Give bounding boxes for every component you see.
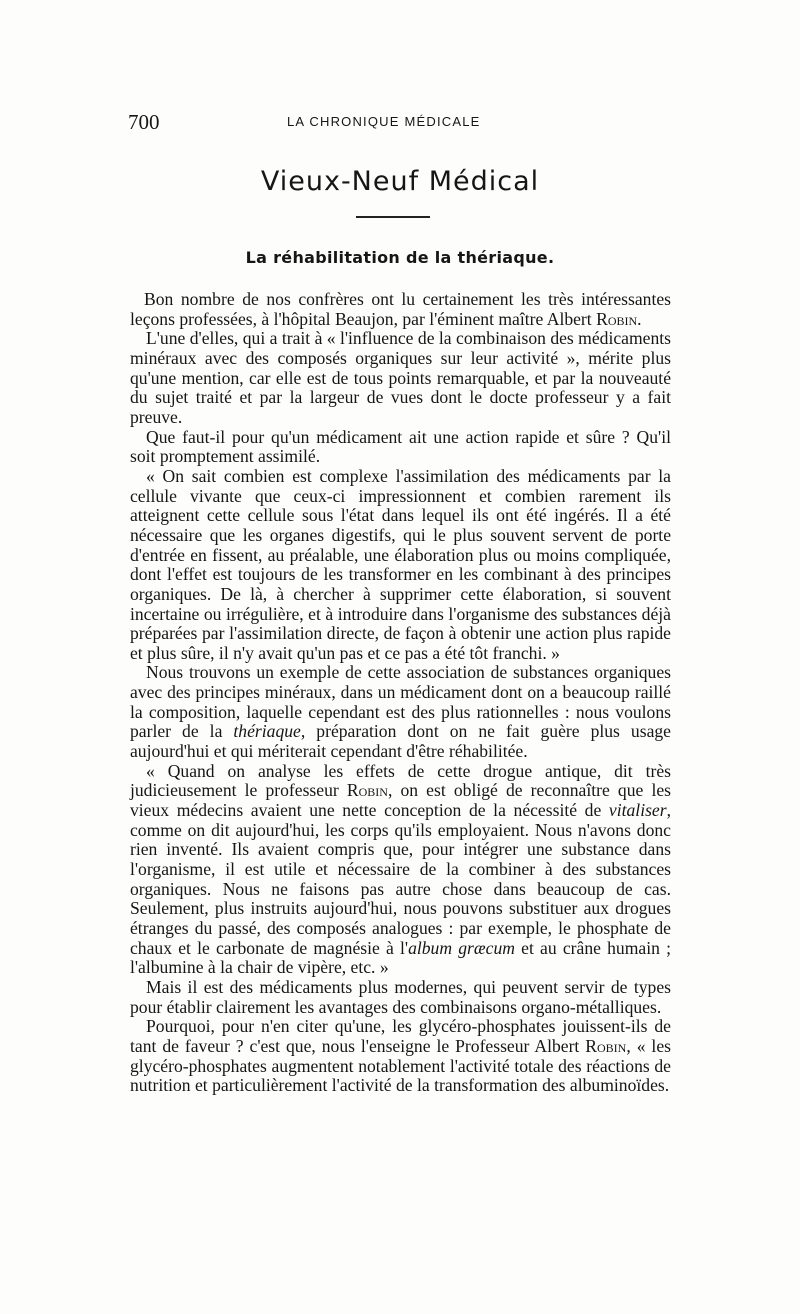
paragraph-text: « Quand on analyse les effets de cette drogue antique, dit très judicieusement le professeur	[130, 760, 671, 801]
italic-term: vitaliser	[608, 800, 667, 821]
author-name: Robin	[596, 308, 638, 329]
paragraph-text: , comme on dit aujourd'hui, les corps qu'ils employaient. Nous n'avons donc rien inventé. Ils avaient compris que, pour intégrer une substance dans l'organisme, il est utile et nécessaire de la combiner à des substances organiques. Nous ne faisons pas autre chose dans beaucoup de cas. Seulement, plus instruits aujourd'hui, nous pouvons substituer aux drogues étranges du passé, des composés analogues : par exemple, le phosphate de chaux et le carbonate de magnésie à l'	[130, 800, 671, 958]
paragraph-text: , préparation dont on ne fait guère plus usage aujourd'hui et qui mériterait cependant d'être réhabilitée.	[130, 721, 671, 762]
paragraph-3: Que faut-il pour qu'un médicament ait une action rapide et sûre ? Qu'il soit promptement assimilé.	[130, 426, 671, 467]
page-header	[0, 108, 800, 138]
paragraph-4: « On sait combien est complexe l'assimilation des médicaments par la cellule vivante que ceux-ci impressionnent et combien rarement ils atteignent cette cellule sous l'état dans lequel ils ont été ingérés. Il a été nécessaire que les organes digestifs, qui le plus souvent servent de porte d'entrée en fissent, au préalable, une élaboration plus ou moins compliquée, dont l'effet est toujours de les transformer en les combinant à des principes organiques. De là, à chercher à supprimer cette élaboration, si souvent incertaine ou irrégulière, et à introduire dans l'organisme des substances déjà préparées par l'assimilation directe, de façon à obtenir une action plus rapide et plus sûre, il n'y avait qu'un pas et ce pas a été tôt franchi. »	[130, 465, 671, 663]
paragraph-text: et au crâne humain ; l'albumine à la chair de vipère, etc. »	[130, 937, 671, 978]
page-number: 700	[128, 110, 160, 134]
running-head: LA CHRONIQUE MÉDICALE	[287, 114, 481, 129]
article-body	[130, 290, 671, 1096]
paragraph-2: L'une d'elles, qui a trait à « l'influence de la combinaison des médicaments minéraux avec des composés organiques sur leur activité », mérite plus qu'une mention, car elle est de tous points remarquable, et par la nouveauté du sujet traité et par la largeur de vues dont le docte professeur y a fait preuve.	[130, 328, 671, 427]
italic-term: album græcum	[408, 937, 515, 958]
paragraph-5	[130, 663, 671, 761]
paragraph-7: Mais il est des médicaments plus modernes, qui peuvent servir de types pour établir clairement les avantages des combinaisons organo-métalliques.	[130, 976, 671, 1017]
author-name: Robin	[585, 1035, 627, 1056]
paragraph-text: , on est obligé de reconnaître que les vieux médecins avaient une nette conception de la nécessité de	[130, 780, 671, 821]
paragraph-text: Bon nombre de nos confrères ont lu certainement les très intéressantes leçons professées, à l'hôpital Beaujon, par l'éminent maître Albert	[130, 289, 671, 329]
title-divider	[356, 216, 430, 218]
paragraph-text: , « les glycéro-phosphates augmentent notablement l'activité totale des réactions de nutrition et particulièrement l'activité de la transformation des albuminoïdes.	[130, 1035, 671, 1096]
article-subtitle: La réhabilitation de la thériaque.	[245, 248, 555, 267]
paragraph-6	[130, 762, 671, 978]
author-name: Robin	[346, 780, 388, 801]
article-title: Vieux-Neuf Médical	[260, 166, 540, 197]
paragraph-text: Nous trouvons un exemple de cette association de substances organiques avec des principes minéraux, dans un médicament dont on a beaucoup raillé la composition, laquelle cependant est des plus rationnelles : nous voulons parler de la	[130, 662, 671, 742]
paragraph-8	[130, 1017, 671, 1096]
italic-term: thériaque	[233, 721, 301, 742]
paragraph-text: .	[637, 308, 642, 329]
paragraph-1	[130, 290, 671, 329]
paragraph-text: Pourquoi, pour n'en citer qu'une, les glycéro-phosphates jouissent-ils de tant de faveur ? c'est que, nous l'enseigne le Professeur Albert	[130, 1016, 671, 1056]
